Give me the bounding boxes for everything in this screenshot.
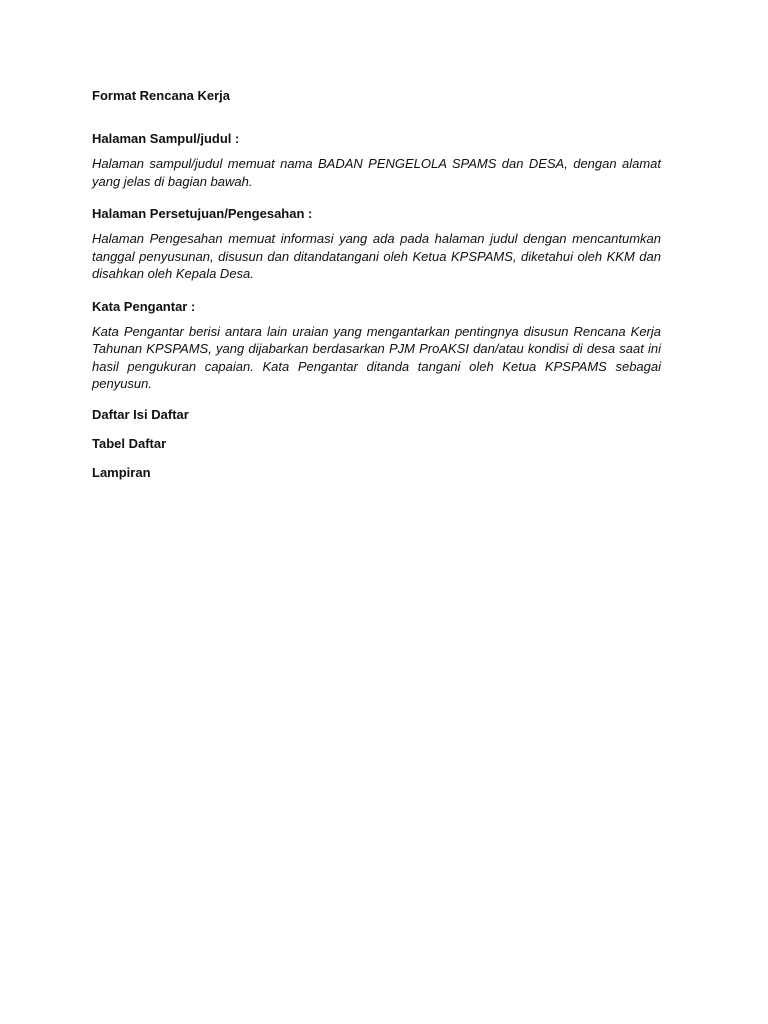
section-body-approval-page: Halaman Pengesahan memuat informasi yang ada pada halaman judul dengan mencantumkan tanggal penyusunan, disusun dan ditandatangani oleh Ketua KPSPAMS, diketahui oleh KKM dan disahkan oleh Kepala Desa.	[92, 231, 661, 281]
section-body-cover-page: Halaman sampul/judul memuat nama BADAN PENGELOLA SPAMS dan DESA, dengan alamat yang jelas di bagian bawah.	[92, 156, 661, 189]
heading-appendix: Lampiran	[92, 464, 151, 480]
document-page	[92, 87, 661, 493]
section-heading-cover-page: Halaman Sampul/judul :	[92, 131, 240, 146]
section-heading-foreword: Kata Pengantar :	[92, 298, 196, 314]
document-title: Format Rencana Kerja	[92, 88, 230, 103]
heading-list-of-tables: Tabel Daftar	[92, 435, 167, 451]
heading-table-of-contents: Daftar Isi Daftar	[92, 406, 189, 422]
section-body-foreword: Kata Pengantar berisi antara lain uraian yang mengantarkan pentingnya disusun Rencana Kerja Tahunan KPSPAMS, yang dijabarkan berdasarkan PJM ProAKSI dan/atau kondisi di desa saat ini hasil pengukuran capaian. Kata Pengantar ditanda tangani oleh Ketua KPSPAMS sebagai penyusun.	[92, 323, 661, 391]
section-heading-approval-page: Halaman Persetujuan/Pengesahan :	[92, 206, 313, 221]
